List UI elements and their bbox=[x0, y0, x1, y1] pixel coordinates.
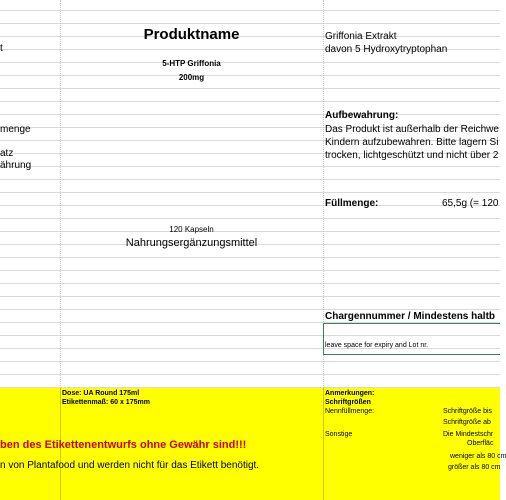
ingredient-cell[interactable]: davon 5 Hydroxytryptophan bbox=[325, 44, 448, 55]
row-gridline bbox=[0, 309, 500, 310]
font-size-rule[interactable]: weniger als 80 cm bbox=[450, 453, 506, 460]
row-gridline bbox=[0, 296, 500, 297]
product-subtitle[interactable]: 5-HTP Griffonia bbox=[162, 59, 221, 68]
batch-number-label[interactable]: Chargennummer / Mindestens haltb bbox=[325, 311, 496, 322]
font-size-rule[interactable]: größer als 80 cm bbox=[448, 464, 501, 471]
remarks-label[interactable]: Anmerkungen: bbox=[325, 390, 375, 397]
product-dose[interactable]: 200mg bbox=[178, 73, 205, 82]
fill-amount-value[interactable]: 65,5g (= 120 bbox=[442, 198, 499, 209]
product-name-label[interactable]: Produktname bbox=[143, 26, 240, 43]
left-cell[interactable]: ährung bbox=[0, 160, 32, 171]
row-gridline bbox=[0, 192, 500, 193]
row-gridline bbox=[0, 205, 500, 206]
row-gridline bbox=[0, 88, 500, 89]
storage-text[interactable]: Kindern aufzubewahren. Bitte lagern Si bbox=[325, 137, 499, 148]
row-gridline bbox=[0, 374, 500, 375]
font-size-rule[interactable]: Oberfläc bbox=[467, 440, 494, 447]
row-gridline bbox=[0, 270, 500, 271]
left-cell[interactable]: menge bbox=[0, 124, 31, 135]
row-gridline bbox=[0, 179, 500, 180]
row-gridline bbox=[0, 257, 500, 258]
ingredient-cell[interactable]: Griffonia Extrakt bbox=[325, 31, 397, 42]
dose-label[interactable]: Dose: UA Round 175ml bbox=[62, 390, 140, 397]
nominal-fill-label[interactable]: Nennfüllmenge: bbox=[325, 408, 375, 415]
font-sizes-label[interactable]: Schriftgrößen bbox=[325, 399, 371, 406]
row-gridline bbox=[0, 10, 500, 11]
row-gridline bbox=[0, 101, 500, 102]
capsule-count[interactable]: 120 Kapseln bbox=[169, 225, 214, 234]
disclaimer-note[interactable]: n von Plantafood und werden nicht für das Etikett benötigt. bbox=[0, 460, 260, 471]
other-label[interactable]: Sonstige bbox=[325, 431, 353, 438]
font-size-rule[interactable]: Schriftgröße bis bbox=[443, 408, 493, 415]
left-cell[interactable]: atz bbox=[0, 148, 14, 159]
storage-label[interactable]: Aufbewahrung: bbox=[325, 110, 399, 121]
batch-note[interactable]: leave space for expiry and Lot nr. bbox=[325, 342, 429, 349]
storage-text[interactable]: trocken, lichtgeschützt und nicht über 2 bbox=[325, 150, 499, 161]
font-size-rule[interactable]: Die Mindestschr bbox=[443, 431, 494, 438]
batch-number-area[interactable] bbox=[323, 323, 500, 355]
row-gridline bbox=[0, 23, 500, 24]
row-gridline bbox=[0, 283, 500, 284]
label-size[interactable]: Etikettenmaß: 60 x 175mm bbox=[62, 399, 150, 406]
row-gridline bbox=[0, 114, 500, 115]
row-gridline bbox=[0, 218, 500, 219]
left-cell[interactable]: t bbox=[0, 43, 3, 54]
column-divider bbox=[323, 388, 324, 500]
fill-amount-label[interactable]: Füllmenge: bbox=[325, 198, 379, 209]
product-category[interactable]: Nahrungsergänzungsmittel bbox=[125, 237, 258, 249]
storage-text[interactable]: Das Produkt ist außerhalb der Reichwe bbox=[325, 124, 499, 135]
font-size-rule[interactable]: Schriftgröße ab bbox=[443, 419, 491, 426]
row-gridline bbox=[0, 361, 500, 362]
disclaimer-warning[interactable]: ben des Etikettenentwurfs ohne Gewähr sind!!! bbox=[0, 439, 247, 451]
row-gridline bbox=[0, 166, 500, 167]
